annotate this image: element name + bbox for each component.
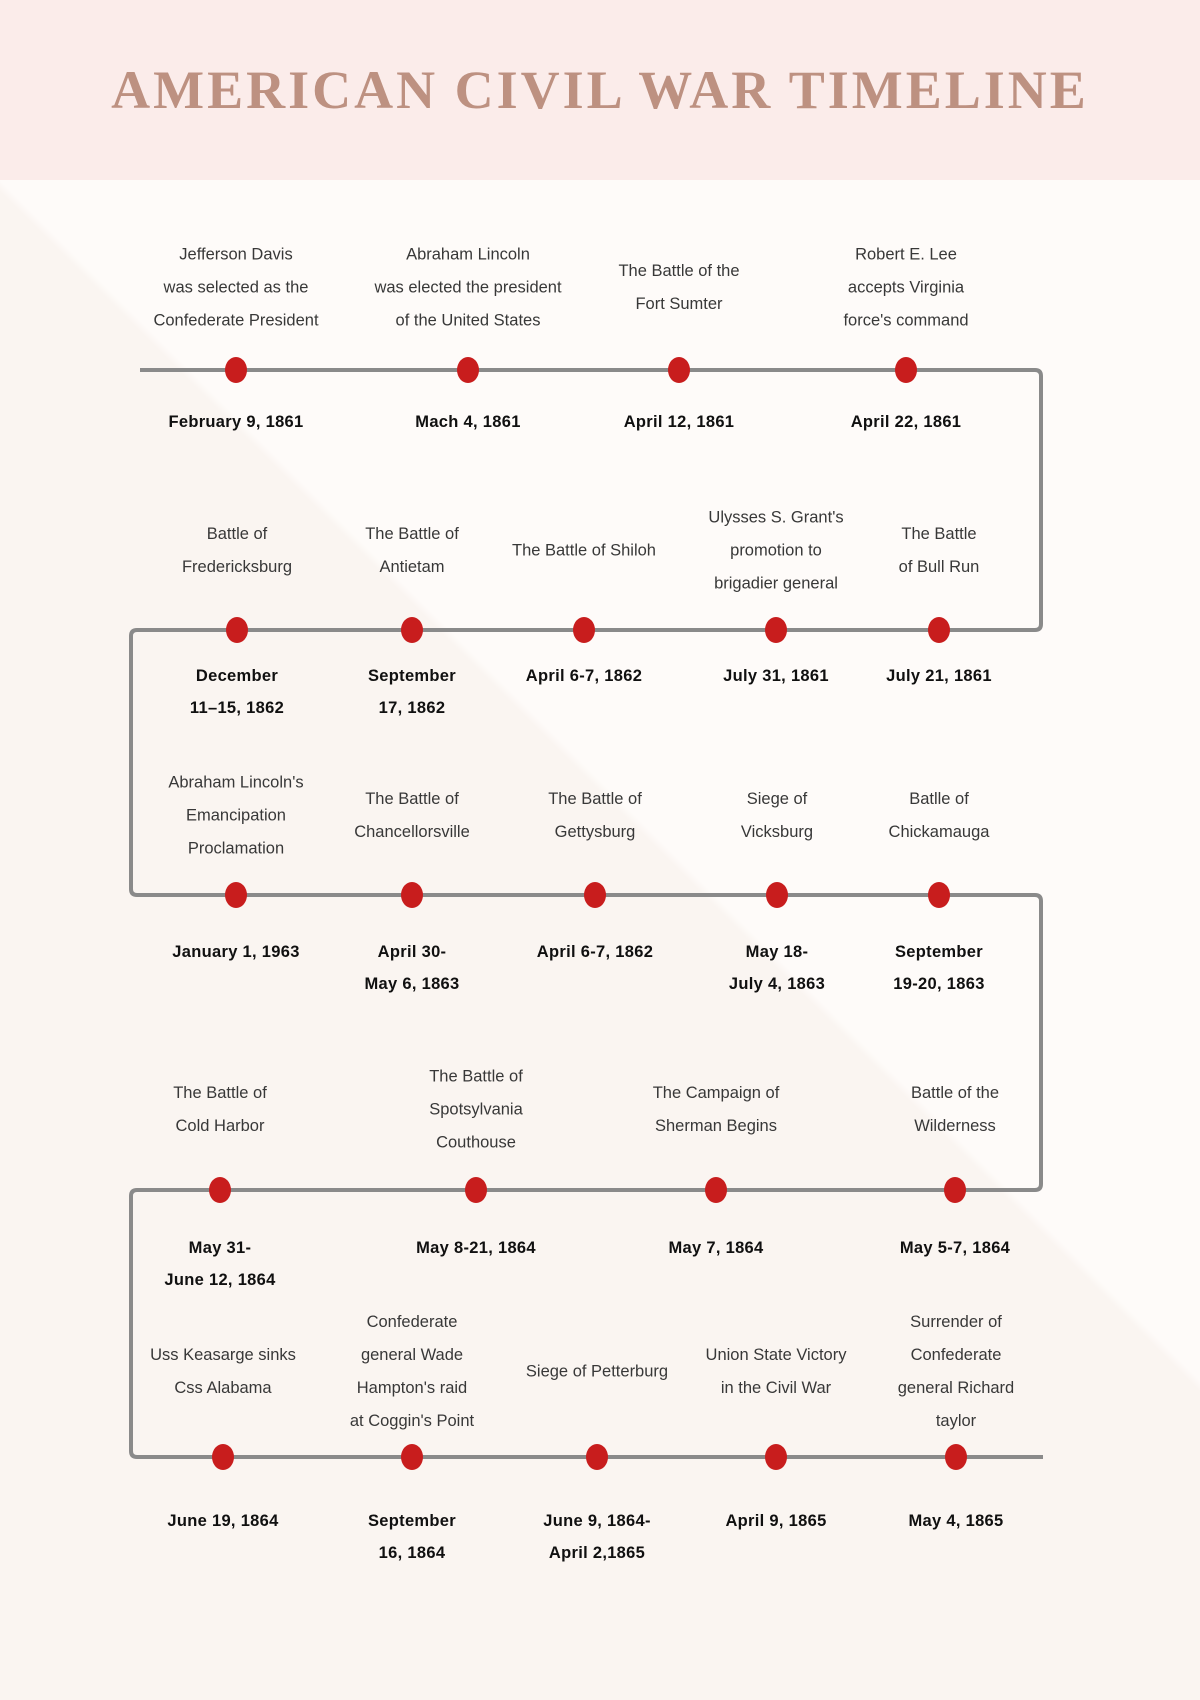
- timeline-dot: [573, 617, 595, 643]
- event-label-line: was selected as the: [163, 278, 309, 297]
- event-label: [111, 239, 361, 338]
- timeline-dot: [765, 617, 787, 643]
- event-date-line: April 22, 1861: [850, 413, 962, 431]
- event-date-line: May 31-: [188, 1239, 252, 1257]
- event-date-line: April 30-: [377, 943, 447, 961]
- event-label-line: The Battle of: [173, 1084, 267, 1102]
- event-label-line: Abraham Lincoln: [406, 245, 530, 264]
- timeline-dot: [928, 882, 950, 908]
- timeline-dot: [465, 1177, 487, 1203]
- event-label-line: Abraham Lincoln's: [168, 773, 304, 792]
- timeline-dot: [766, 882, 788, 908]
- event-date-line: June 9, 1864-: [543, 1512, 651, 1530]
- timeline-dot: [928, 617, 950, 643]
- event-date-line: May 5-7, 1864: [899, 1239, 1011, 1257]
- event-date-line: May 6, 1863: [364, 975, 460, 993]
- timeline-dot: [457, 357, 479, 383]
- event-label-line: Sherman Begins: [655, 1117, 777, 1135]
- event-label-line: Antietam: [379, 558, 445, 576]
- event-date: [824, 660, 1054, 692]
- event-label-line: Wilderness: [914, 1117, 996, 1135]
- event-label-line: Css Alabama: [174, 1379, 272, 1397]
- event-date-line: April 9, 1865: [725, 1512, 827, 1530]
- event-date-line: September: [368, 1512, 456, 1530]
- event-label-line: Battle of the: [910, 1084, 1000, 1102]
- event-date-line: May 18-: [745, 943, 809, 961]
- event-label-line: Confederate: [366, 1313, 458, 1331]
- event-label-line: brigadier general: [714, 574, 838, 593]
- event-label-line: The Campaign of: [652, 1084, 780, 1102]
- event-label-line: Chickamauga: [888, 823, 990, 841]
- event-date-line: April 12, 1861: [623, 413, 735, 431]
- timeline-dot: [668, 357, 690, 383]
- event-label-line: Union State Victory: [705, 1346, 847, 1364]
- event-date-line: December: [195, 667, 279, 685]
- event-date: [841, 1505, 1071, 1537]
- event-label: [831, 1306, 1081, 1438]
- event-date-line: May 7, 1864: [668, 1239, 764, 1257]
- event-label-line: general Wade: [360, 1346, 464, 1364]
- event-label-line: Ulysses S. Grant's: [708, 508, 844, 527]
- event-date: [105, 1232, 335, 1296]
- event-label-line: The Battle of: [365, 790, 459, 808]
- event-date-line: 16, 1864: [378, 1544, 446, 1562]
- event-date-line: January 1, 1963: [172, 943, 300, 961]
- timeline-dot: [586, 1444, 608, 1470]
- event-label-line: Proclamation: [187, 839, 285, 858]
- event-date: [564, 406, 794, 438]
- event-label-line: The Battle of the: [618, 262, 740, 280]
- event-date-line: Mach 4, 1861: [415, 413, 521, 431]
- event-label-line: taylor: [935, 1412, 977, 1430]
- event-date-line: 17, 1862: [378, 699, 446, 717]
- event-label-line: The Battle of: [365, 525, 459, 543]
- event-label-line: general Richard: [897, 1379, 1015, 1397]
- timeline-dot: [225, 357, 247, 383]
- event-date-line: April 6-7, 1862: [525, 667, 643, 685]
- event-date-line: May 4, 1865: [908, 1512, 1004, 1530]
- event-label-line: Fort Sumter: [635, 295, 723, 313]
- event-label-line: Siege of: [746, 790, 808, 808]
- event-date-line: February 9, 1861: [168, 413, 304, 431]
- event-date: [840, 1232, 1070, 1264]
- event-label-line: Batlle of: [909, 790, 969, 808]
- event-date: [824, 936, 1054, 1000]
- timeline-dot: [401, 617, 423, 643]
- event-label-line: Gettysburg: [554, 823, 636, 841]
- timeline-dot: [226, 617, 248, 643]
- event-label-line: Surrender of: [910, 1313, 1002, 1331]
- event-label-line: Battle of: [206, 525, 268, 543]
- event-label-line: Siege of Petterburg: [525, 1362, 669, 1381]
- event-label-line: Vicksburg: [740, 823, 814, 841]
- event-label-line: The Battle of Shiloh: [511, 541, 656, 560]
- event-label: [351, 1061, 601, 1160]
- event-label-line: Jefferson Davis: [179, 245, 293, 264]
- event-label-line: Hampton's raid: [356, 1379, 468, 1397]
- event-label-line: force's command: [843, 311, 969, 330]
- event-date: [361, 1232, 591, 1264]
- timeline-dot: [765, 1444, 787, 1470]
- event-label-line: Emancipation: [186, 806, 286, 825]
- event-date-line: July 31, 1861: [723, 667, 829, 685]
- event-label-line: in the Civil War: [720, 1379, 832, 1397]
- event-label-line: The Battle of: [429, 1067, 523, 1086]
- event-label-line: at Coggin's Point: [349, 1412, 475, 1430]
- event-label-line: was elected the president: [374, 278, 562, 297]
- event-date-line: April 6-7, 1862: [536, 943, 654, 961]
- event-label-line: Fredericksburg: [181, 558, 293, 576]
- timeline-dot: [705, 1177, 727, 1203]
- event-label-line: Couthouse: [436, 1133, 516, 1152]
- event-label: [781, 239, 1031, 338]
- event-label-line: accepts Virginia: [847, 278, 965, 297]
- event-date: [353, 406, 583, 438]
- event-label-line: Spotsylvania: [429, 1100, 523, 1119]
- event-date-line: April 2,1865: [548, 1544, 646, 1562]
- timeline-dot: [212, 1444, 234, 1470]
- event-label-line: Confederate President: [153, 311, 319, 330]
- event-date-line: 19-20, 1863: [893, 975, 985, 993]
- event-date-line: July 4, 1863: [728, 975, 826, 993]
- event-label-line: promotion to: [730, 541, 822, 560]
- event-label: [814, 783, 1064, 849]
- timeline-dot: [945, 1444, 967, 1470]
- event-label: [95, 1077, 345, 1143]
- event-label-line: Uss Keasarge sinks: [150, 1346, 296, 1364]
- event-date: [601, 1232, 831, 1264]
- timeline-dot: [895, 357, 917, 383]
- event-label-line: of Bull Run: [898, 558, 980, 576]
- event-date-line: 11–15, 1862: [189, 699, 285, 717]
- event-date-line: June 19, 1864: [167, 1512, 279, 1530]
- event-label: [554, 255, 804, 321]
- event-label-line: The Battle: [901, 525, 977, 543]
- timeline-dot: [225, 882, 247, 908]
- event-label: [830, 1077, 1080, 1143]
- timeline-dot: [209, 1177, 231, 1203]
- event-date-line: June 12, 1864: [164, 1271, 276, 1289]
- event-date-line: September: [895, 943, 983, 961]
- timeline-dot: [584, 882, 606, 908]
- timeline-dot: [944, 1177, 966, 1203]
- event-label-line: The Battle of: [548, 790, 642, 808]
- event-label-line: of the United States: [395, 311, 541, 330]
- event-label-line: Chancellorsville: [354, 823, 470, 841]
- event-date-line: May 8-21, 1864: [416, 1239, 536, 1257]
- event-date-line: September: [368, 667, 456, 685]
- event-label-line: Confederate: [910, 1346, 1002, 1364]
- event-label: [591, 1077, 841, 1143]
- event-date-line: July 21, 1861: [886, 667, 992, 685]
- event-label: [814, 518, 1064, 584]
- page-title: AMERICAN CIVIL WAR TIMELINE: [111, 60, 1089, 120]
- timeline-dot: [401, 1444, 423, 1470]
- event-label-line: Cold Harbor: [175, 1117, 265, 1135]
- timeline-dot: [401, 882, 423, 908]
- event-label-line: Robert E. Lee: [855, 245, 957, 264]
- event-date: [121, 406, 351, 438]
- event-date: [791, 406, 1021, 438]
